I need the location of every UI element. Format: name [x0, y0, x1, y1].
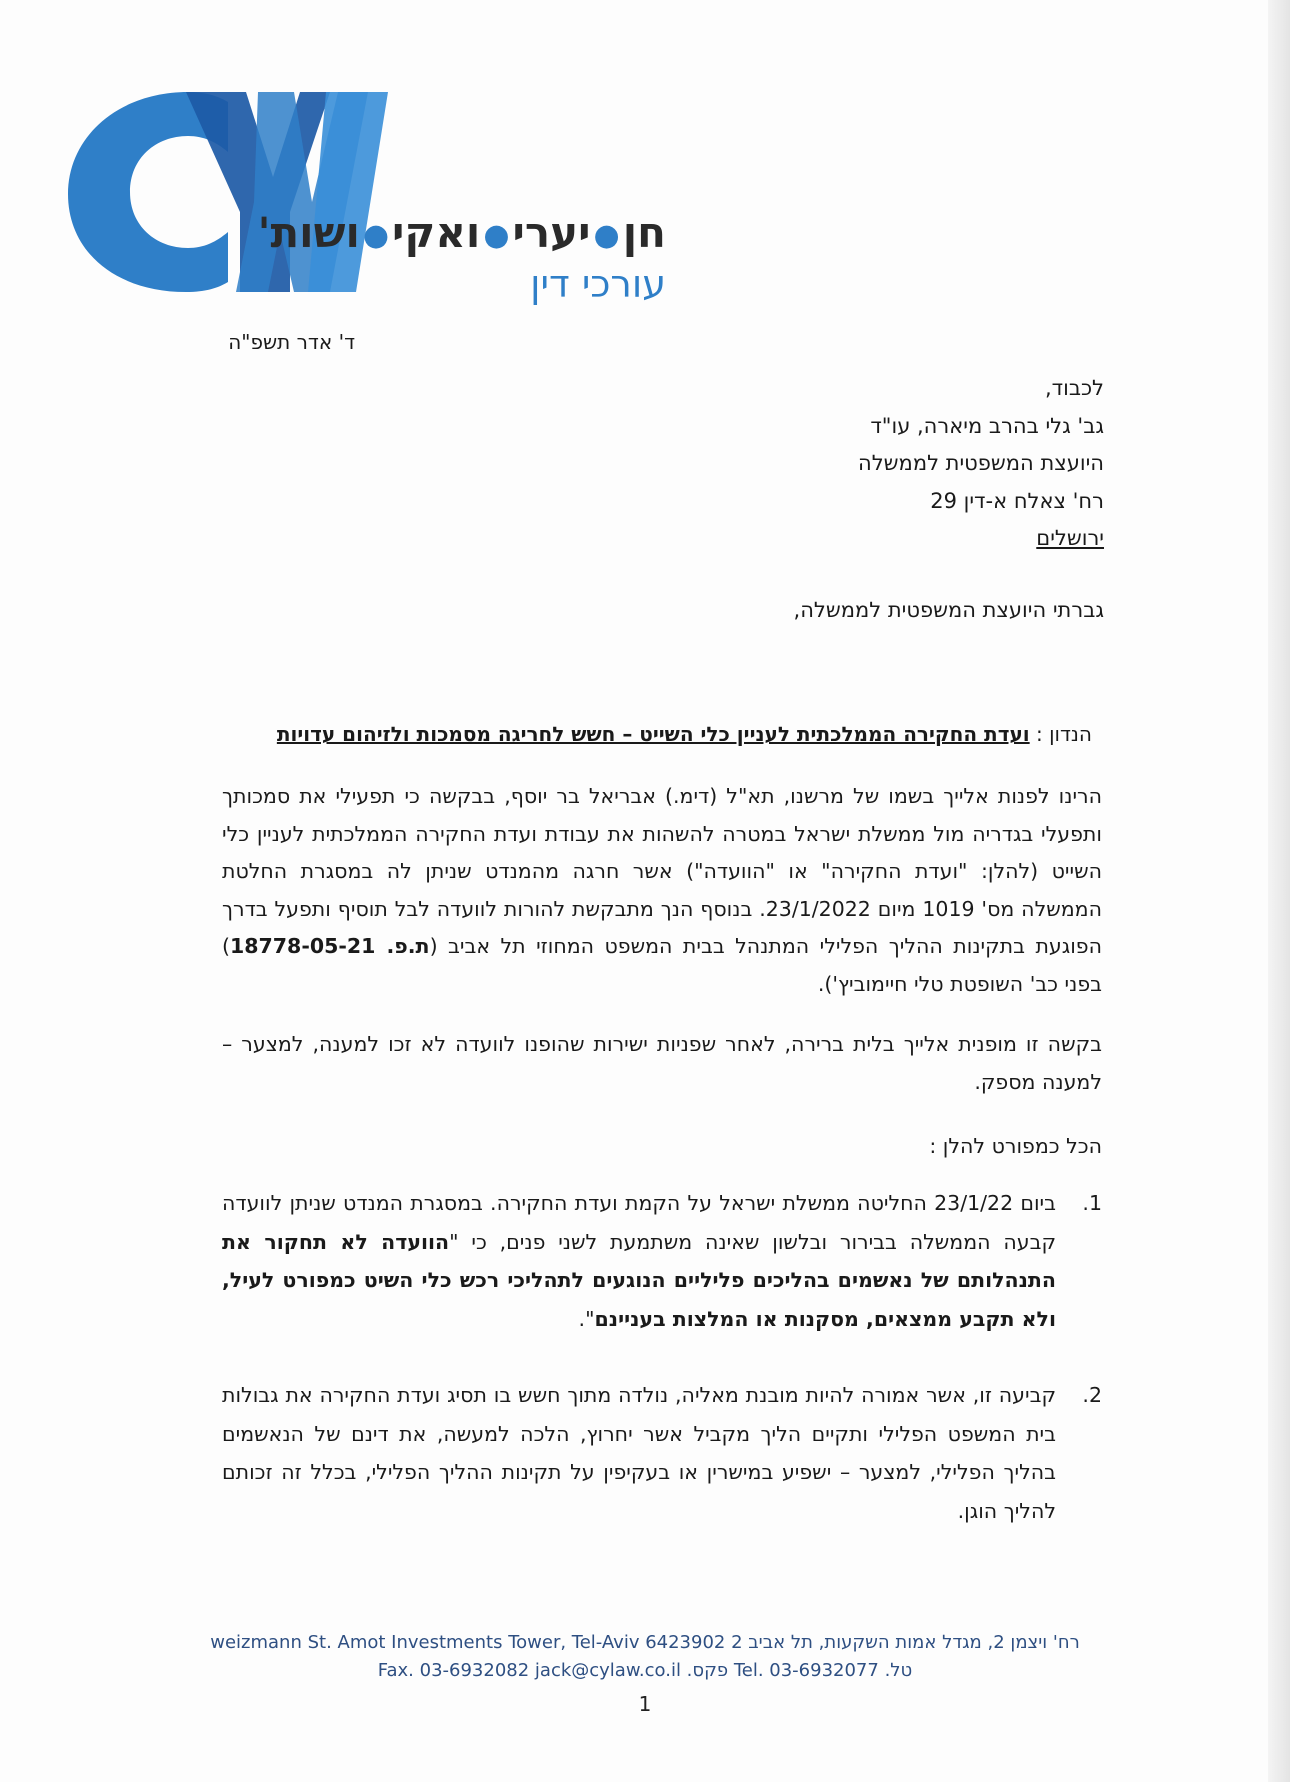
paragraph-request: בקשה זו מופנית אלייך בלית ברירה, לאחר שפניות ישירות שהופנו לוועדה לא זכו למענה, למצער – למענה מספק. — [222, 1032, 1102, 1094]
recipient-name: גב' גלי בהרב מיארה, עו"ד — [870, 413, 1104, 438]
separator-dot: ● — [593, 218, 620, 253]
firm-name-part: ושות' — [257, 208, 360, 257]
list-item-text-part: קביעה זו, אשר אמורה להיות מובנת מאליה, נולדה מתוך חשש בו תסיג ועדת החקירה את גבולות בית המשפט הפלילי ותקיים הליך מקביל אשר יחרוץ, הלכה למעשה, את דינם של הנאשמים בהליך הפלילי, למצער – ישפיע במישרין או בעקיפין על תקינות ההליך הפלילי, בכלל זה זכותם להליך הוגן. — [222, 1383, 1056, 1523]
case-number: ת.פ. 18778-05-21 — [230, 934, 430, 958]
separator-dot: ● — [483, 218, 510, 253]
greeting: גברתי היועצת המשפטית לממשלה, — [793, 598, 1104, 622]
recipient-title: היועצת המשפטית לממשלה — [858, 451, 1104, 475]
subject-label: הנדון : — [1036, 722, 1092, 746]
list-item-number: 2. — [1082, 1383, 1102, 1407]
separator-dot: ● — [362, 218, 390, 253]
paragraph-text: ) בפני כב' השופטת טלי חיימוביץ'). — [222, 934, 1102, 996]
footer-address: רח' ויצמן 2, מגדל אמות השקעות, תל אביב 2 weizmann St. Amot Investments Tower, Tel-Aviv 6423902 — [210, 1632, 1080, 1653]
letter-date: ד' אדר תשפ"ה — [228, 330, 355, 354]
firm-name-part: ואקי — [392, 208, 481, 257]
subject-line — [277, 722, 1092, 746]
firm-subtitle: עורכי דין — [530, 262, 666, 306]
firm-name-part: חן — [622, 208, 666, 257]
list-item-bold-quote: הוועדה לא תחקור את התנהלותם של נאשמים בהליכים פליליים הנוגעים לתהליכי רכש כלי השיט כמפורט לעיל, ולא תקבע ממצאים, מסקנות או המלצות בעניינם — [222, 1229, 1056, 1331]
list-item-text — [222, 1376, 1056, 1530]
list-item-number: 1. — [1082, 1191, 1102, 1215]
list-item-text-part: ביום 23/1/22 החליטה ממשלת ישראל על הקמת ועדת החקירה. במסגרת המנדט שניתן לוועדה קבעה הממשלה בבירור ובלשון שאינה משתמעת לשני פנים, כי " — [222, 1191, 1056, 1254]
recipient-block — [504, 370, 1104, 558]
salutation: לכבוד, — [1044, 376, 1104, 400]
paragraph-text: הרינו לפנות אלייך בשמו של מרשנו, תא"ל (דימ.) אבריאל בר יוסף, בבקשה כי תפעילי את סמכותך ותפעלי בגדריה מול ממשלת ישראל במטרה להשהות את עבודת ועדת החקירה הממלכתית לעניין כלי השייט (להלן: "ועדת החקירה" או "הוועדה") אשר חרגה מהמנדט שניתן לה במסגרת החלטת הממשלה מס' 1019 מיום 23/1/2022. בנוסף הנך מתבקשת להורות לוועדה לבל תוסיף ותפעל בדרך הפוגעת בתקינות ההליך הפלילי המתנהל בבית המשפט המחוזי תל אביב ( — [222, 784, 1102, 958]
firm-name-part: יערי — [512, 208, 591, 257]
recipient-street: רח' צאלח א-דין 29 — [930, 488, 1104, 513]
paragraph-detail-intro: הכל כמפורט להלן : — [929, 1134, 1102, 1158]
footer-contact: טל. Tel. 03-6932077 פקס. Fax. 03-6932082 jack@cylaw.co.il — [377, 1660, 913, 1681]
list-item — [222, 1376, 1102, 1530]
page-edge — [1268, 0, 1290, 1782]
recipient-city: ירושלים — [1036, 526, 1104, 550]
firm-name — [258, 208, 666, 257]
cyw-logo — [68, 82, 388, 302]
list-item-text-part: ". — [578, 1306, 595, 1331]
page-number: 1 — [638, 1692, 652, 1716]
list-item-text — [222, 1184, 1056, 1338]
subject-text: ועדת החקירה הממלכתית לעניין כלי השייט – חשש לחריגה מסמכות ולזיהום עדויות — [276, 722, 1030, 746]
list-item — [222, 1184, 1102, 1338]
paragraph-intro — [222, 778, 1102, 1003]
